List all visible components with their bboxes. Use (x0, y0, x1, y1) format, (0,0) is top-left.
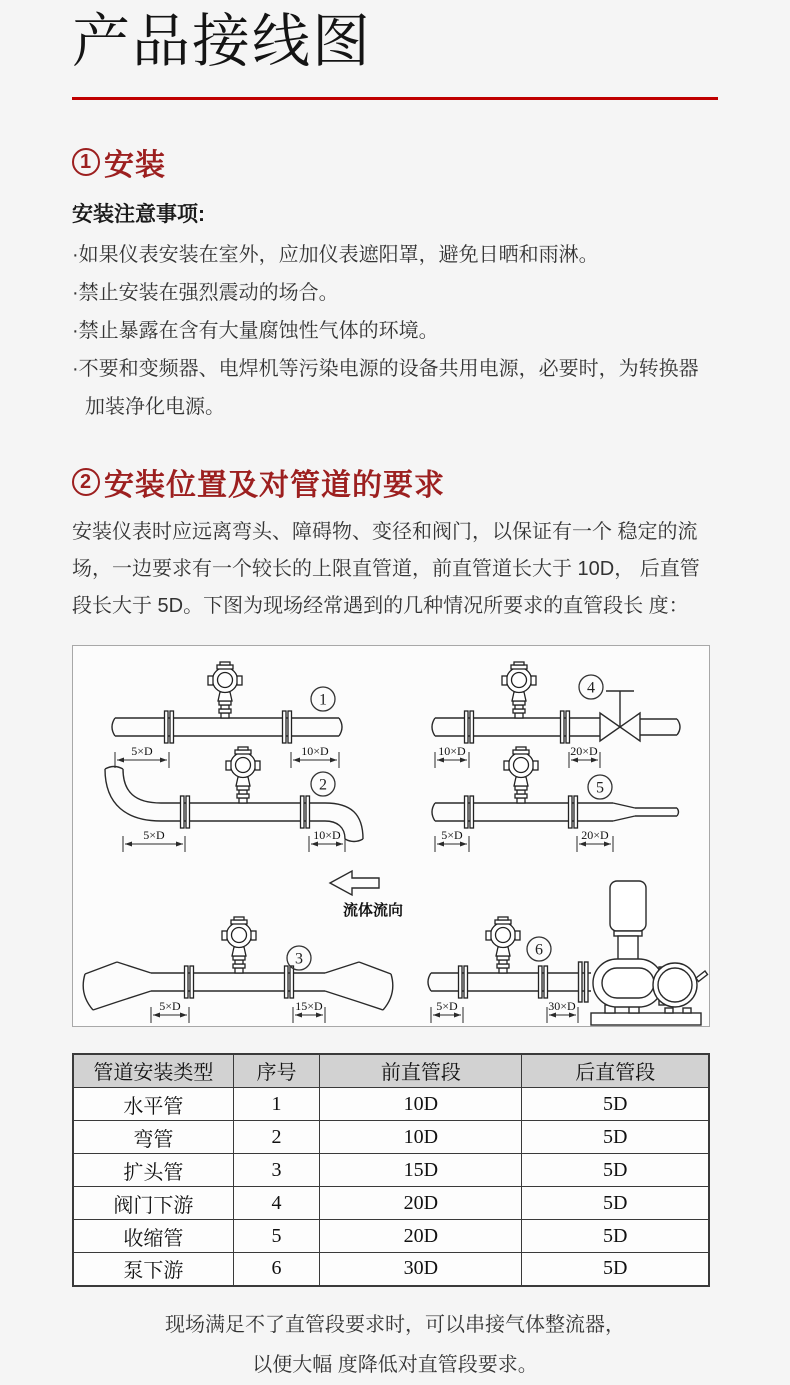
table-cell: 6 (233, 1253, 319, 1286)
dimension-label: 5×D (143, 827, 165, 842)
dimension-label: 5×D (131, 743, 153, 758)
config-number: 2 (319, 776, 327, 793)
table-cell: 5D (522, 1121, 709, 1154)
table-header-cell: 前直管段 (320, 1054, 522, 1088)
install-notes-subheading: 安装注意事项: (72, 202, 205, 226)
table-cell: 水平管 (73, 1088, 233, 1121)
pipe-requirements-diagram (72, 645, 710, 1027)
table-cell: 3 (233, 1154, 319, 1187)
table-cell: 20D (320, 1187, 522, 1220)
table-row (73, 1187, 709, 1220)
config-number: 3 (295, 950, 303, 967)
table-row (73, 1154, 709, 1187)
diagram-svg (73, 646, 709, 1026)
diagram-config-elbow (105, 747, 363, 852)
dimension-label: 5×D (159, 998, 181, 1013)
section2-heading-text: 安装位置及对管道的要求 (104, 468, 445, 502)
table-cell: 10D (320, 1121, 522, 1154)
table-cell: 5D (522, 1187, 709, 1220)
pump-inlet-flange (579, 962, 589, 1002)
section2-heading (72, 460, 718, 504)
config-number: 4 (587, 679, 595, 696)
bullet-item: ·不要和变频器、电焊机等污染电源的设备共用电源，必要时，为转换器加装净化电源。 (72, 357, 699, 418)
table-cell: 5D (522, 1253, 709, 1286)
table-row (73, 1220, 709, 1253)
diagram-config-pump (428, 881, 708, 1025)
config-number: 6 (535, 941, 543, 958)
dimension-labels (151, 999, 325, 1023)
dimension-label: 10×D (301, 743, 329, 758)
flow-meter-icon (486, 917, 520, 973)
table-cell: 收缩管 (73, 1220, 233, 1253)
config-number: 5 (596, 779, 604, 796)
table-cell: 2 (233, 1121, 319, 1154)
diagram-config-horizontal (112, 662, 342, 768)
dimension-label: 5×D (436, 998, 458, 1013)
footer-note (72, 1305, 718, 1385)
table-row (73, 1121, 709, 1154)
section2-paragraph: 安装仪表时应远离弯头、障碍物、变径和阀门，以保证有一个 稳定的流场，一边要求有一个较长的上限直管道，前直管道长大于 10D， 后直管段长大于 5D。下图为现场经常遇到的几种情况所要求的直管段长 度： (72, 520, 700, 617)
table-cell: 5D (522, 1154, 709, 1187)
circled-number-1-icon: 1 (72, 148, 100, 176)
dimension-labels (435, 828, 613, 852)
dimension-label: 20×D (581, 827, 609, 842)
dimension-labels (431, 999, 578, 1023)
footer-note-line1: 现场满足不了直管段要求时，可以串接气体整流器， (165, 1313, 625, 1336)
flow-direction-arrow-icon (330, 871, 379, 895)
table-header-cell: 序号 (233, 1054, 319, 1088)
dimension-label: 10×D (438, 743, 466, 758)
table-cell: 5 (233, 1220, 319, 1253)
table-cell: 扩头管 (73, 1154, 233, 1187)
page-title: 产品接线图 (72, 9, 373, 74)
table-cell: 5D (522, 1220, 709, 1253)
table-row (73, 1253, 709, 1286)
table-cell: 弯管 (73, 1121, 233, 1154)
dimension-label: 20×D (570, 743, 598, 758)
pump-icon (591, 881, 708, 1025)
table-cell: 4 (233, 1187, 319, 1220)
table-row (73, 1088, 709, 1121)
table-header-row (73, 1054, 709, 1088)
table-cell: 20D (320, 1220, 522, 1253)
flow-meter-icon (504, 747, 538, 803)
dimension-label: 5×D (441, 827, 463, 842)
table-header-cell: 管道安装类型 (73, 1054, 233, 1088)
table-cell: 阀门下游 (73, 1187, 233, 1220)
footer-note-line2: 以便大幅 度降低对直管段要求。 (252, 1353, 538, 1376)
table-cell: 1 (233, 1088, 319, 1121)
diagram-config-valve (432, 662, 680, 768)
flow-direction (330, 871, 403, 919)
flow-meter-icon (208, 662, 242, 718)
flow-meter-icon (222, 917, 256, 973)
table-cell: 10D (320, 1088, 522, 1121)
flow-meter-icon (226, 747, 260, 803)
dimension-label: 10×D (313, 827, 341, 842)
dimension-label: 15×D (295, 998, 323, 1013)
flow-meter-icon (502, 662, 536, 718)
dimension-labels (123, 828, 345, 852)
bullet-item: ·禁止安装在强烈震动的场合。 (72, 281, 339, 304)
config-number: 1 (319, 691, 327, 708)
dimension-label: 30×D (548, 998, 576, 1013)
requirements-table (72, 1053, 710, 1287)
install-notes-list (72, 236, 718, 426)
valve-icon (600, 691, 640, 741)
circled-number-2-icon: 2 (72, 468, 100, 496)
table-header-cell: 后直管段 (522, 1054, 709, 1088)
bullet-item: ·禁止暴露在含有大量腐蚀性气体的环境。 (72, 319, 439, 342)
section1-heading-text: 安装 (104, 148, 166, 182)
section1-heading (72, 140, 718, 184)
table-cell: 15D (320, 1154, 522, 1187)
bullet-item: ·如果仪表安装在室外，应加仪表遮阳罩，避免日晒和雨淋。 (72, 243, 599, 266)
title-rule (72, 97, 718, 100)
table-cell: 泵下游 (73, 1253, 233, 1286)
diagram-config-expander (83, 917, 393, 1023)
reducer-cone (613, 803, 679, 821)
table-cell: 30D (320, 1253, 522, 1286)
table-cell: 5D (522, 1088, 709, 1121)
flow-direction-label: 流体流向 (342, 902, 404, 919)
